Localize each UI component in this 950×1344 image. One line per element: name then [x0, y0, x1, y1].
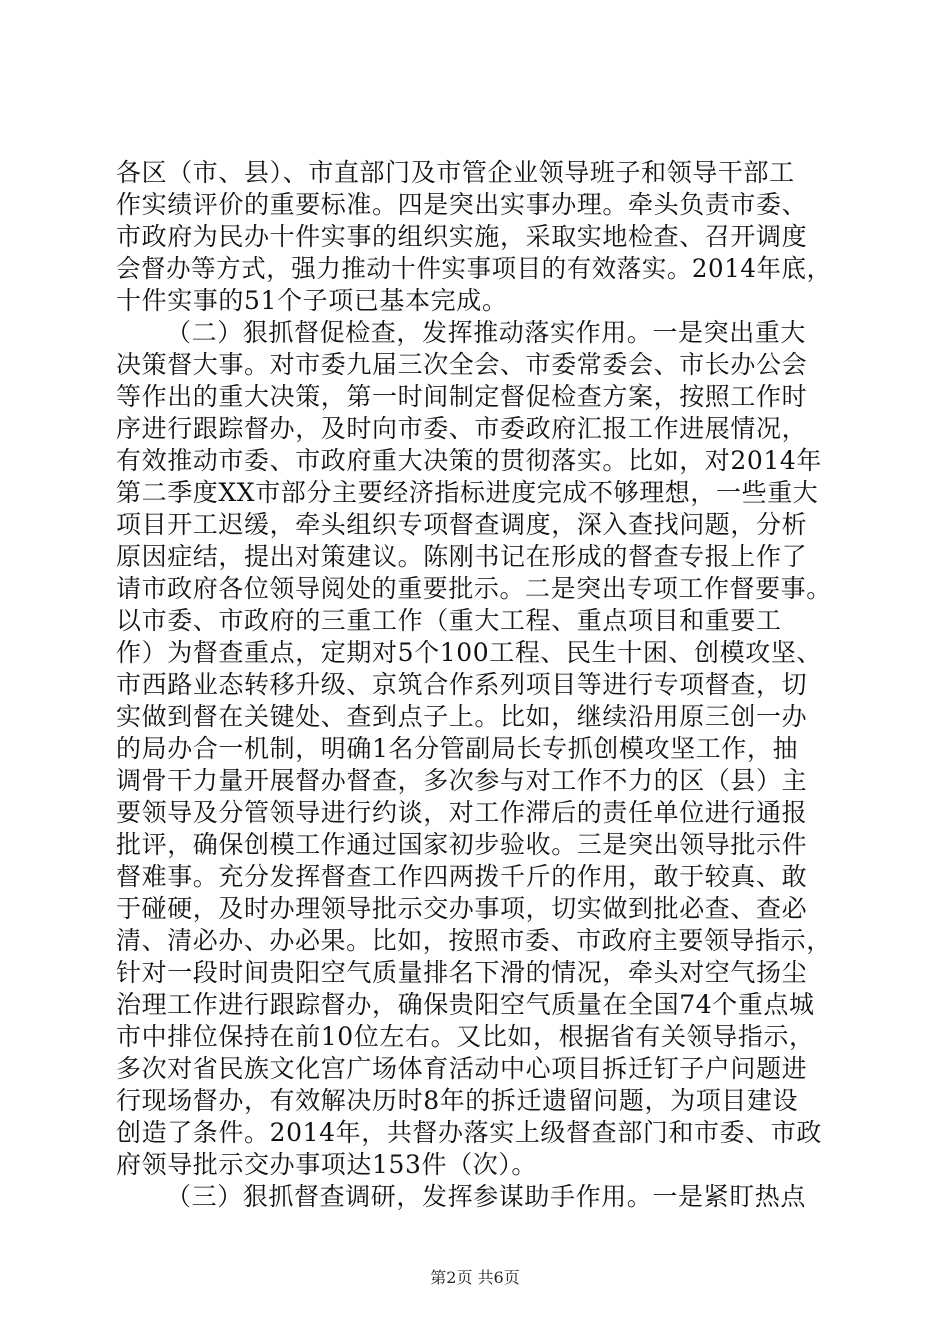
text-line: 第二季度XX市部分主要经济指标进度完成不够理想，一些重大	[116, 478, 819, 507]
text-line: 市政府为民办十件实事的组织实施，采取实地检查、召开调度	[116, 222, 808, 251]
text-line: 多次对省民族文化宫广场体育活动中心项目拆迁钉子户问题进	[116, 1054, 808, 1083]
text-line: 治理工作进行跟踪督办，确保贵阳空气质量在全国74个重点城	[116, 990, 815, 1019]
text-line: 序进行跟踪督办，及时向市委、市委政府汇报工作进展情况，	[116, 414, 808, 443]
text-line: 项目开工迟缓，牵头组织专项督查调度，深入查找问题，分析	[116, 510, 808, 539]
text-line: 市西路业态转移升级、京筑合作系列项目等进行专项督查，切	[116, 670, 808, 699]
text-line: 会督办等方式，强力推动十件实事项目的有效落实。2014年底，	[116, 254, 832, 283]
text-line: 作）为督查重点，定期对5个100工程、民生十困、创模攻坚、	[116, 638, 823, 667]
text-line: 督难事。充分发挥督查工作四两拨千斤的作用，敢于较真、敢	[116, 862, 808, 891]
text-line: 有效推动市委、市政府重大决策的贯彻落实。比如，对2014年	[116, 446, 823, 475]
text-line: 的局办合一机制，明确1名分管副局长专抓创模攻坚工作，抽	[116, 734, 799, 763]
text-line: 府领导批示交办事项达153件（次）。	[116, 1150, 538, 1179]
text-line: 行现场督办，有效解决历时8年的拆迁遗留问题，为项目建设	[116, 1086, 799, 1115]
text-line: 市中排位保持在前10位左右。又比如，根据省有关领导指示，	[116, 1022, 815, 1051]
text-line: 原因症结，提出对策建议。陈刚书记在形成的督查专报上作了	[116, 542, 808, 571]
text-line: 作实绩评价的重要标准。四是突出实事办理。牵头负责市委、	[116, 190, 808, 219]
text-line: 实做到督在关键处、查到点子上。比如，继续沿用原三创一办	[116, 702, 808, 731]
text-line: 请市政府各位领导阅处的重要批示。二是突出专项工作督要事。	[116, 574, 832, 603]
text-line: 针对一段时间贵阳空气质量排名下滑的情况，牵头对空气扬尘	[116, 958, 808, 987]
text-line: 决策督大事。对市委九届三次全会、市委常委会、市长办公会	[116, 350, 808, 379]
text-line: 批评，确保创模工作通过国家初步验收。三是突出领导批示件	[116, 830, 808, 859]
text-line: 要领导及分管领导进行约谈，对工作滞后的责任单位进行通报	[116, 798, 808, 827]
paragraph-start-line: （二）狠抓督促检查，发挥推动落实作用。一是突出重大	[166, 318, 807, 347]
text-line: 调骨干力量开展督办督查，多次参与对工作不力的区（县）主	[116, 766, 808, 795]
text-line: 各区（市、县）、市直部门及市管企业领导班子和领导干部工	[116, 158, 795, 187]
text-line: 等作出的重大决策，第一时间制定督促检查方案，按照工作时	[116, 382, 808, 411]
text-line: 清、清必办、办必果。比如，按照市委、市政府主要领导指示，	[116, 926, 832, 955]
paragraph-start-line: （三）狠抓督查调研，发挥参谋助手作用。一是紧盯热点	[166, 1182, 807, 1211]
page-number-footer: 第2页 共6页	[430, 1268, 520, 1287]
text-line: 创造了条件。2014年，共督办落实上级督查部门和市委、市政	[116, 1118, 823, 1147]
text-line: 十件实事的51个子项已基本完成。	[116, 286, 508, 315]
text-line: 于碰硬，及时办理领导批示交办事项，切实做到批必查、查必	[116, 894, 808, 923]
text-line: 以市委、市政府的三重工作（重大工程、重点项目和重要工	[116, 606, 782, 635]
